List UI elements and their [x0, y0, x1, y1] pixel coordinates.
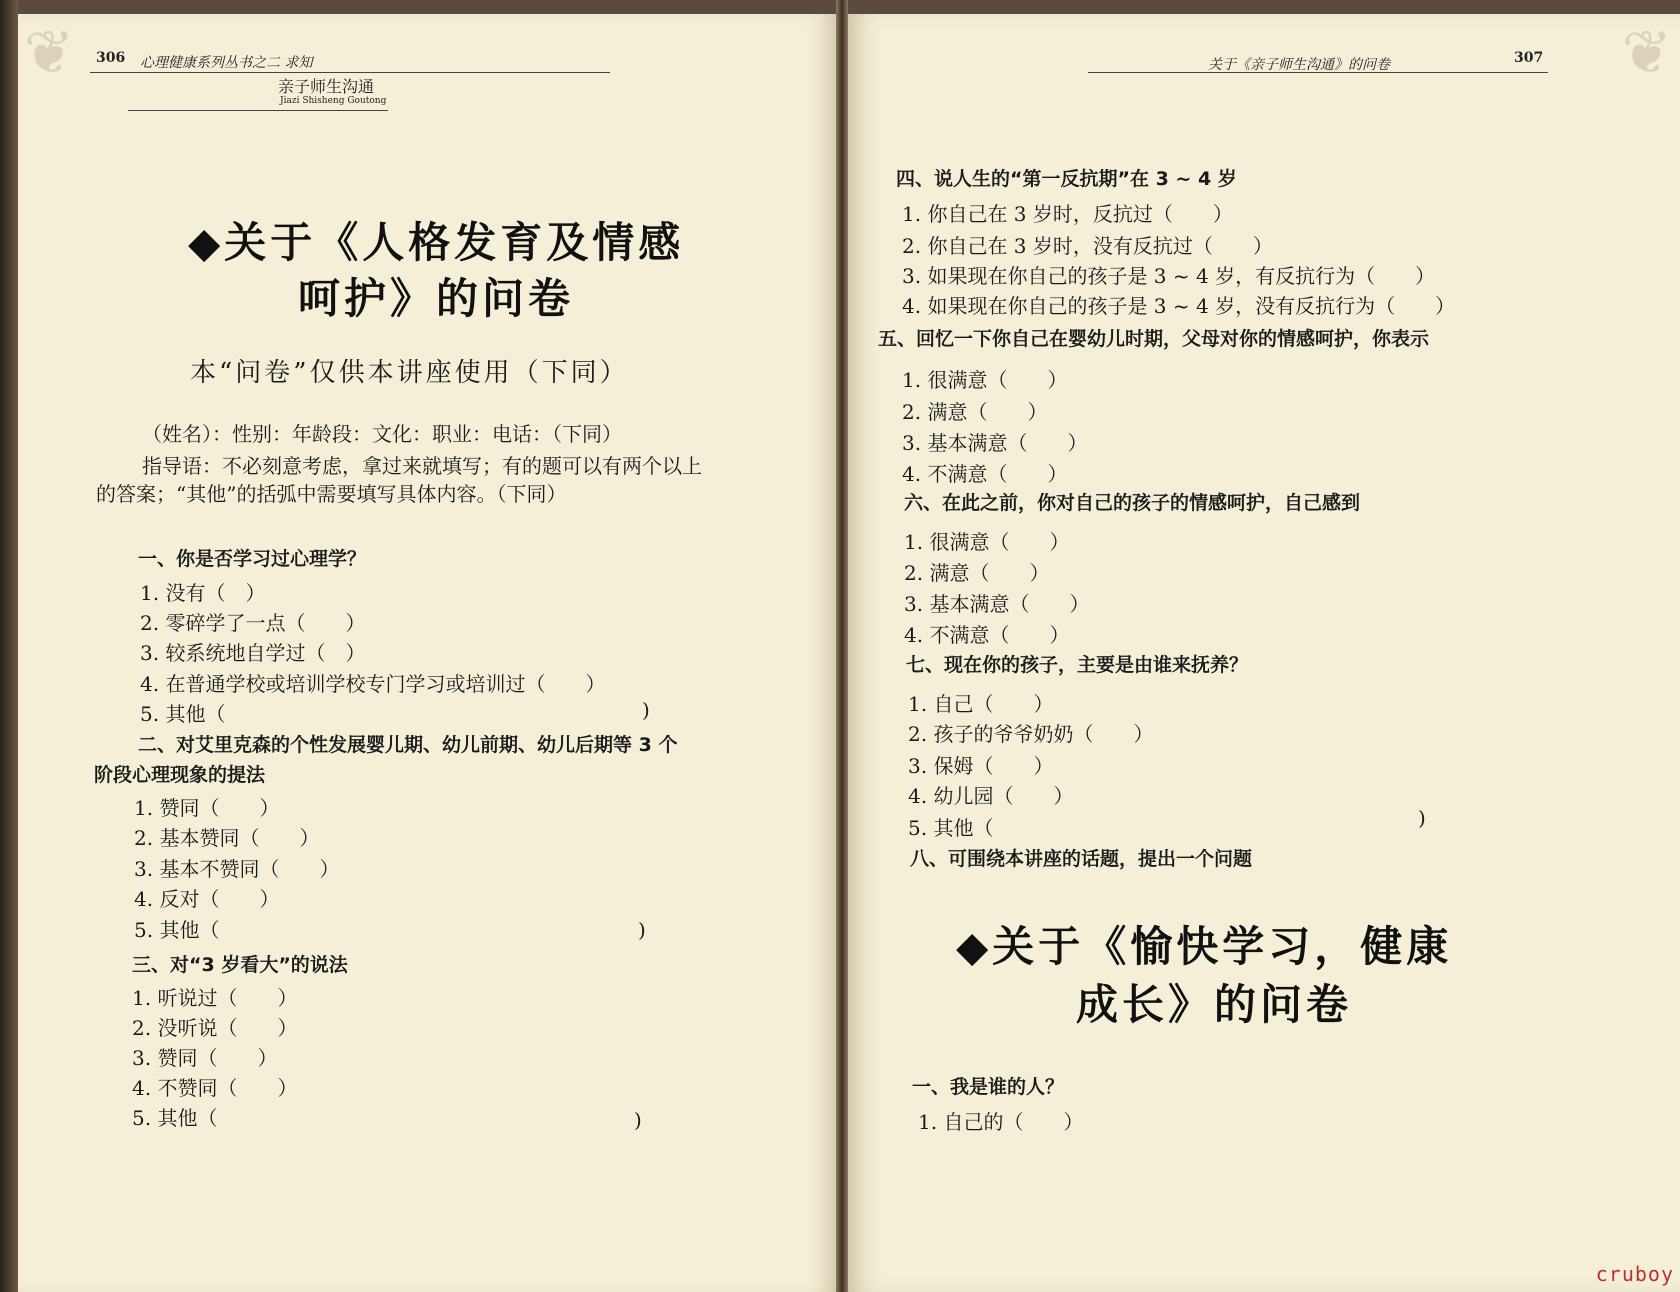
question-2-cont: 阶段心理现象的提法: [94, 764, 266, 786]
question-6: 六、在此之前，你对自己的孩子的情感呵护，自己感到: [904, 492, 1361, 514]
option: 2. 没听说（ ）: [132, 1016, 298, 1040]
option: 3. 赞同（ ）: [132, 1046, 278, 1070]
option: 3. 基本满意（ ）: [904, 592, 1090, 616]
option: 4. 不满意（ ）: [904, 623, 1070, 647]
guide-text: 的答案；“其他”的括弧中需要填写具体内容。（下同）: [96, 482, 567, 506]
book-title: 亲子师生沟通: [278, 77, 375, 96]
question-4: 四、说人生的“第一反抗期”在 3 ~ 4 岁: [896, 168, 1237, 190]
option: 3. 基本满意（ ）: [902, 431, 1088, 455]
leaf-ornament-icon: ❦: [24, 18, 75, 88]
header-rule: [1088, 72, 1548, 73]
questionnaire-title-line2: 呵护》的问卷: [298, 274, 575, 323]
option-close-paren: ): [634, 1108, 642, 1132]
option: 2. 你自己在 3 岁时，没有反抗过（ ）: [902, 234, 1273, 258]
running-header: 关于《亲子师生沟通》的问卷: [1208, 57, 1390, 73]
questionnaire-title-line1: ◆关于《愉快学习，健康: [956, 922, 1453, 971]
watermark-text: cruboy: [1595, 1262, 1674, 1286]
option: 5. 其他（: [132, 1106, 218, 1130]
book-edge: [0, 0, 18, 1292]
option: 1. 没有（ ）: [140, 581, 266, 605]
option: 3. 较系统地自学过（ ）: [140, 641, 366, 665]
book-title-en: Jiazi Shisheng Goutong: [280, 96, 387, 106]
leaf-ornament-icon: ❦: [1621, 18, 1672, 88]
option: 1. 很满意（ ）: [902, 368, 1068, 392]
page-number: 307: [1514, 50, 1544, 66]
option: 5. 其他（: [134, 918, 220, 942]
question-r1: 一、我是谁的人？: [912, 1076, 1065, 1098]
questionnaire-title-line2: 成长》的问卷: [1076, 980, 1353, 1029]
header-rule: [128, 110, 388, 111]
option: 4. 不满意（ ）: [902, 462, 1068, 486]
questionnaire-title-line1: ◆关于《人格发育及情感: [188, 218, 685, 267]
option: 3. 基本不赞同（ ）: [134, 857, 340, 881]
option: 4. 不赞同（ ）: [132, 1076, 298, 1100]
option: 4. 反对（ ）: [134, 887, 280, 911]
option-close-paren: ): [1418, 806, 1426, 830]
right-page: [848, 14, 1680, 1292]
option: 1. 你自己在 3 岁时，反抗过（ ）: [902, 202, 1233, 226]
question-5: 五、回忆一下你自己在婴幼儿时期，父母对你的情感呵护，你表示: [878, 328, 1430, 350]
option: 2. 满意（ ）: [904, 561, 1050, 585]
page-number: 306: [96, 50, 126, 66]
question-8: 八、可围绕本讲座的话题，提出一个问题: [910, 848, 1253, 870]
questionnaire-subtitle: 本“问卷”仅供本讲座使用（下同）: [190, 358, 629, 388]
option: 4. 幼儿园（ ）: [908, 784, 1074, 808]
option: 5. 其他（: [140, 702, 226, 726]
option: 4. 如果现在你自己的孩子是 3 ~ 4 岁，没有反抗行为（ ）: [902, 294, 1456, 318]
question-1: 一、你是否学习过心理学？: [138, 548, 367, 570]
header-rule: [90, 72, 610, 73]
info-fields: （姓名）：性别：年龄段：文化：职业：电话：（下同）: [142, 422, 622, 446]
option: 5. 其他（: [908, 816, 994, 840]
left-page: [18, 14, 837, 1292]
option: 1. 很满意（ ）: [904, 530, 1070, 554]
option-close-paren: ): [642, 698, 650, 722]
option: 2. 满意（ ）: [902, 400, 1048, 424]
option: 3. 如果现在你自己的孩子是 3 ~ 4 岁，有反抗行为（ ）: [902, 264, 1436, 288]
option: 1. 赞同（ ）: [134, 796, 280, 820]
option: 1. 听说过（ ）: [132, 986, 298, 1010]
guide-text: 指导语：不必刻意考虑，拿过来就填写；有的题可以有两个以上: [142, 454, 702, 478]
option: 3. 保姆（ ）: [908, 754, 1054, 778]
question-2: 二、对艾里克森的个性发展婴儿期、幼儿前期、幼儿后期等 3 个: [138, 734, 678, 756]
series-title: 心理健康系列丛书之二 求知: [140, 55, 313, 71]
option: 2. 基本赞同（ ）: [134, 826, 320, 850]
option: 2. 孩子的爷爷奶奶（ ）: [908, 722, 1154, 746]
option: 2. 零碎学了一点（ ）: [140, 611, 366, 635]
option: 4. 在普通学校或培训学校专门学习或培训过（ ）: [140, 672, 606, 696]
question-3: 三、对“3 岁看大”的说法: [132, 954, 348, 976]
question-7: 七、现在你的孩子，主要是由谁来抚养？: [906, 654, 1249, 676]
option: 1. 自己（ ）: [908, 692, 1054, 716]
option-close-paren: ): [638, 918, 646, 942]
book-gutter: [836, 0, 848, 1292]
option: 1. 自己的（ ）: [918, 1110, 1084, 1134]
